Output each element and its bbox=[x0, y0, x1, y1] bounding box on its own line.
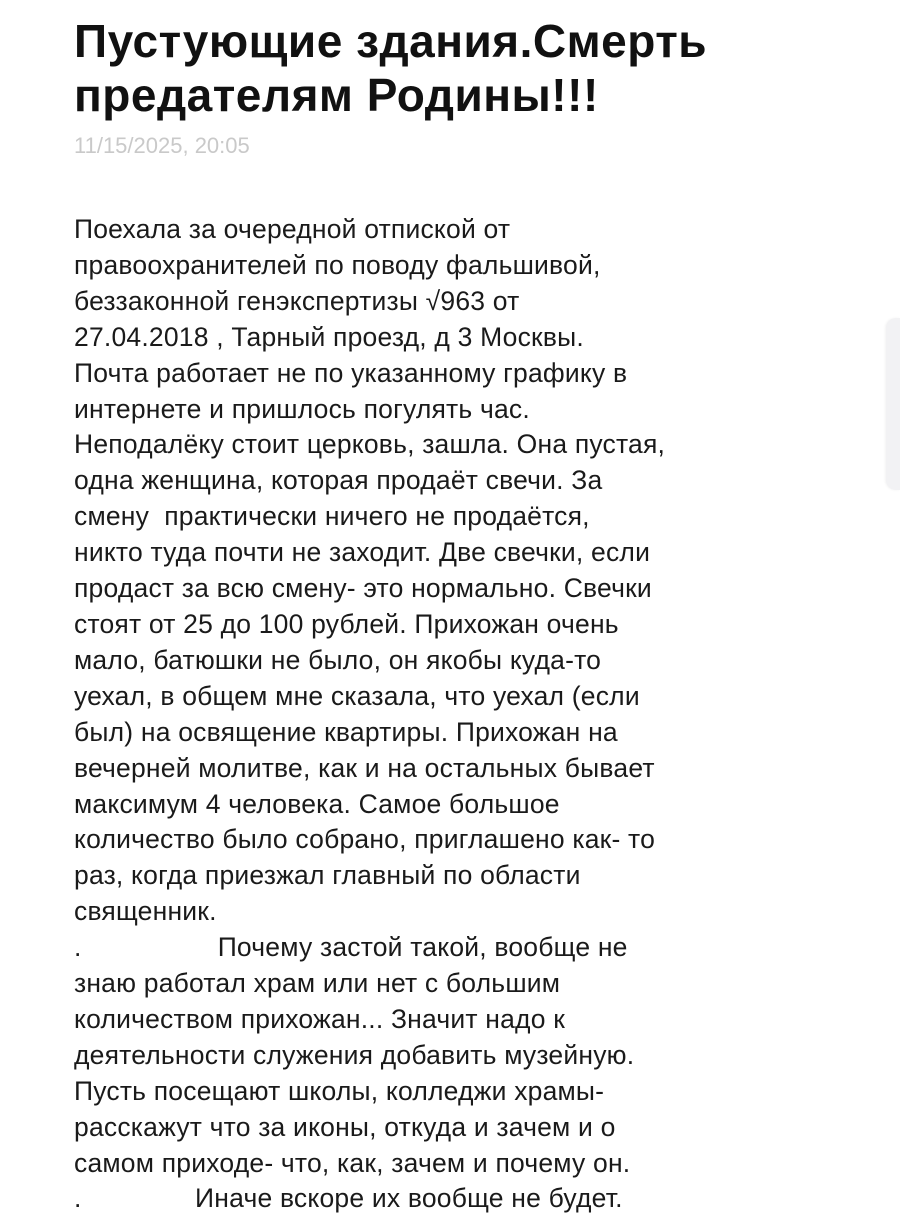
article bbox=[74, 14, 854, 1217]
body-line: . Почему застой такой, вообще не bbox=[74, 932, 628, 963]
body-line: самом приходе- что, как, зачем и почему он. bbox=[74, 1147, 631, 1178]
body-line: раз, когда приезжал главный по области bbox=[74, 860, 581, 891]
body-line: количество было собрано, приглашено как- то bbox=[74, 824, 656, 855]
article-body bbox=[74, 212, 854, 1217]
body-line: Пусть посещают школы, колледжи храмы- bbox=[74, 1075, 605, 1106]
body-line: . Иначе вскоре их вообще не будет. bbox=[74, 1183, 623, 1214]
body-line: деятельности служения добавить музейную. bbox=[74, 1039, 635, 1070]
body-line: расскажут что за иконы, откуда и зачем и о bbox=[74, 1111, 616, 1142]
article-title bbox=[74, 14, 854, 122]
body-line: знаю работал храм или нет с большим bbox=[74, 968, 561, 999]
body-line: беззаконной генэкспертизы √963 от bbox=[74, 285, 520, 316]
body-line: был) на освящение квартиры. Прихожан на bbox=[74, 716, 618, 747]
body-line: уехал, в общем мне сказала, что уехал (если bbox=[74, 680, 640, 711]
body-line: продаст за всю смену- это нормально. Свечки bbox=[74, 573, 652, 604]
body-line: 27.04.2018 , Тарный проезд, д 3 Москвы. bbox=[74, 321, 584, 352]
article-title-line: предателям Родины!!! bbox=[74, 69, 599, 121]
body-line: одна женщина, которая продаёт свечи. За bbox=[74, 465, 603, 496]
body-line: стоят от 25 до 100 рублей. Прихожан очень bbox=[74, 608, 619, 639]
article-date: 11/15/2025, 20:05 bbox=[74, 133, 250, 158]
article-title-line: Пустующие здания.Смерть bbox=[74, 15, 708, 67]
body-line: количеством прихожан... Значит надо к bbox=[74, 1003, 566, 1034]
body-line: Поехала за очередной отпиской от bbox=[74, 214, 511, 244]
body-line: максимум 4 человека. Самое большое bbox=[74, 788, 560, 819]
body-line: священник. bbox=[74, 896, 217, 927]
body-line: никто туда почти не заходит. Две свечки, если bbox=[74, 537, 651, 568]
body-line: интернете и пришлось погулять час. bbox=[74, 393, 530, 424]
body-line: мало, батюшки не было, он якобы куда-то bbox=[74, 644, 602, 675]
body-line: Почта работает не по указанному графику в bbox=[74, 357, 628, 388]
edge-panel-handle[interactable] bbox=[886, 318, 900, 490]
body-line: Неподалёку стоит церковь, зашла. Она пустая, bbox=[74, 429, 666, 460]
body-line: вечерней молитве, как и на остальных бывает bbox=[74, 752, 655, 783]
body-line: смену практически ничего не продаётся, bbox=[74, 501, 590, 532]
body-line: правоохранителей по поводу фальшивой, bbox=[74, 249, 601, 280]
